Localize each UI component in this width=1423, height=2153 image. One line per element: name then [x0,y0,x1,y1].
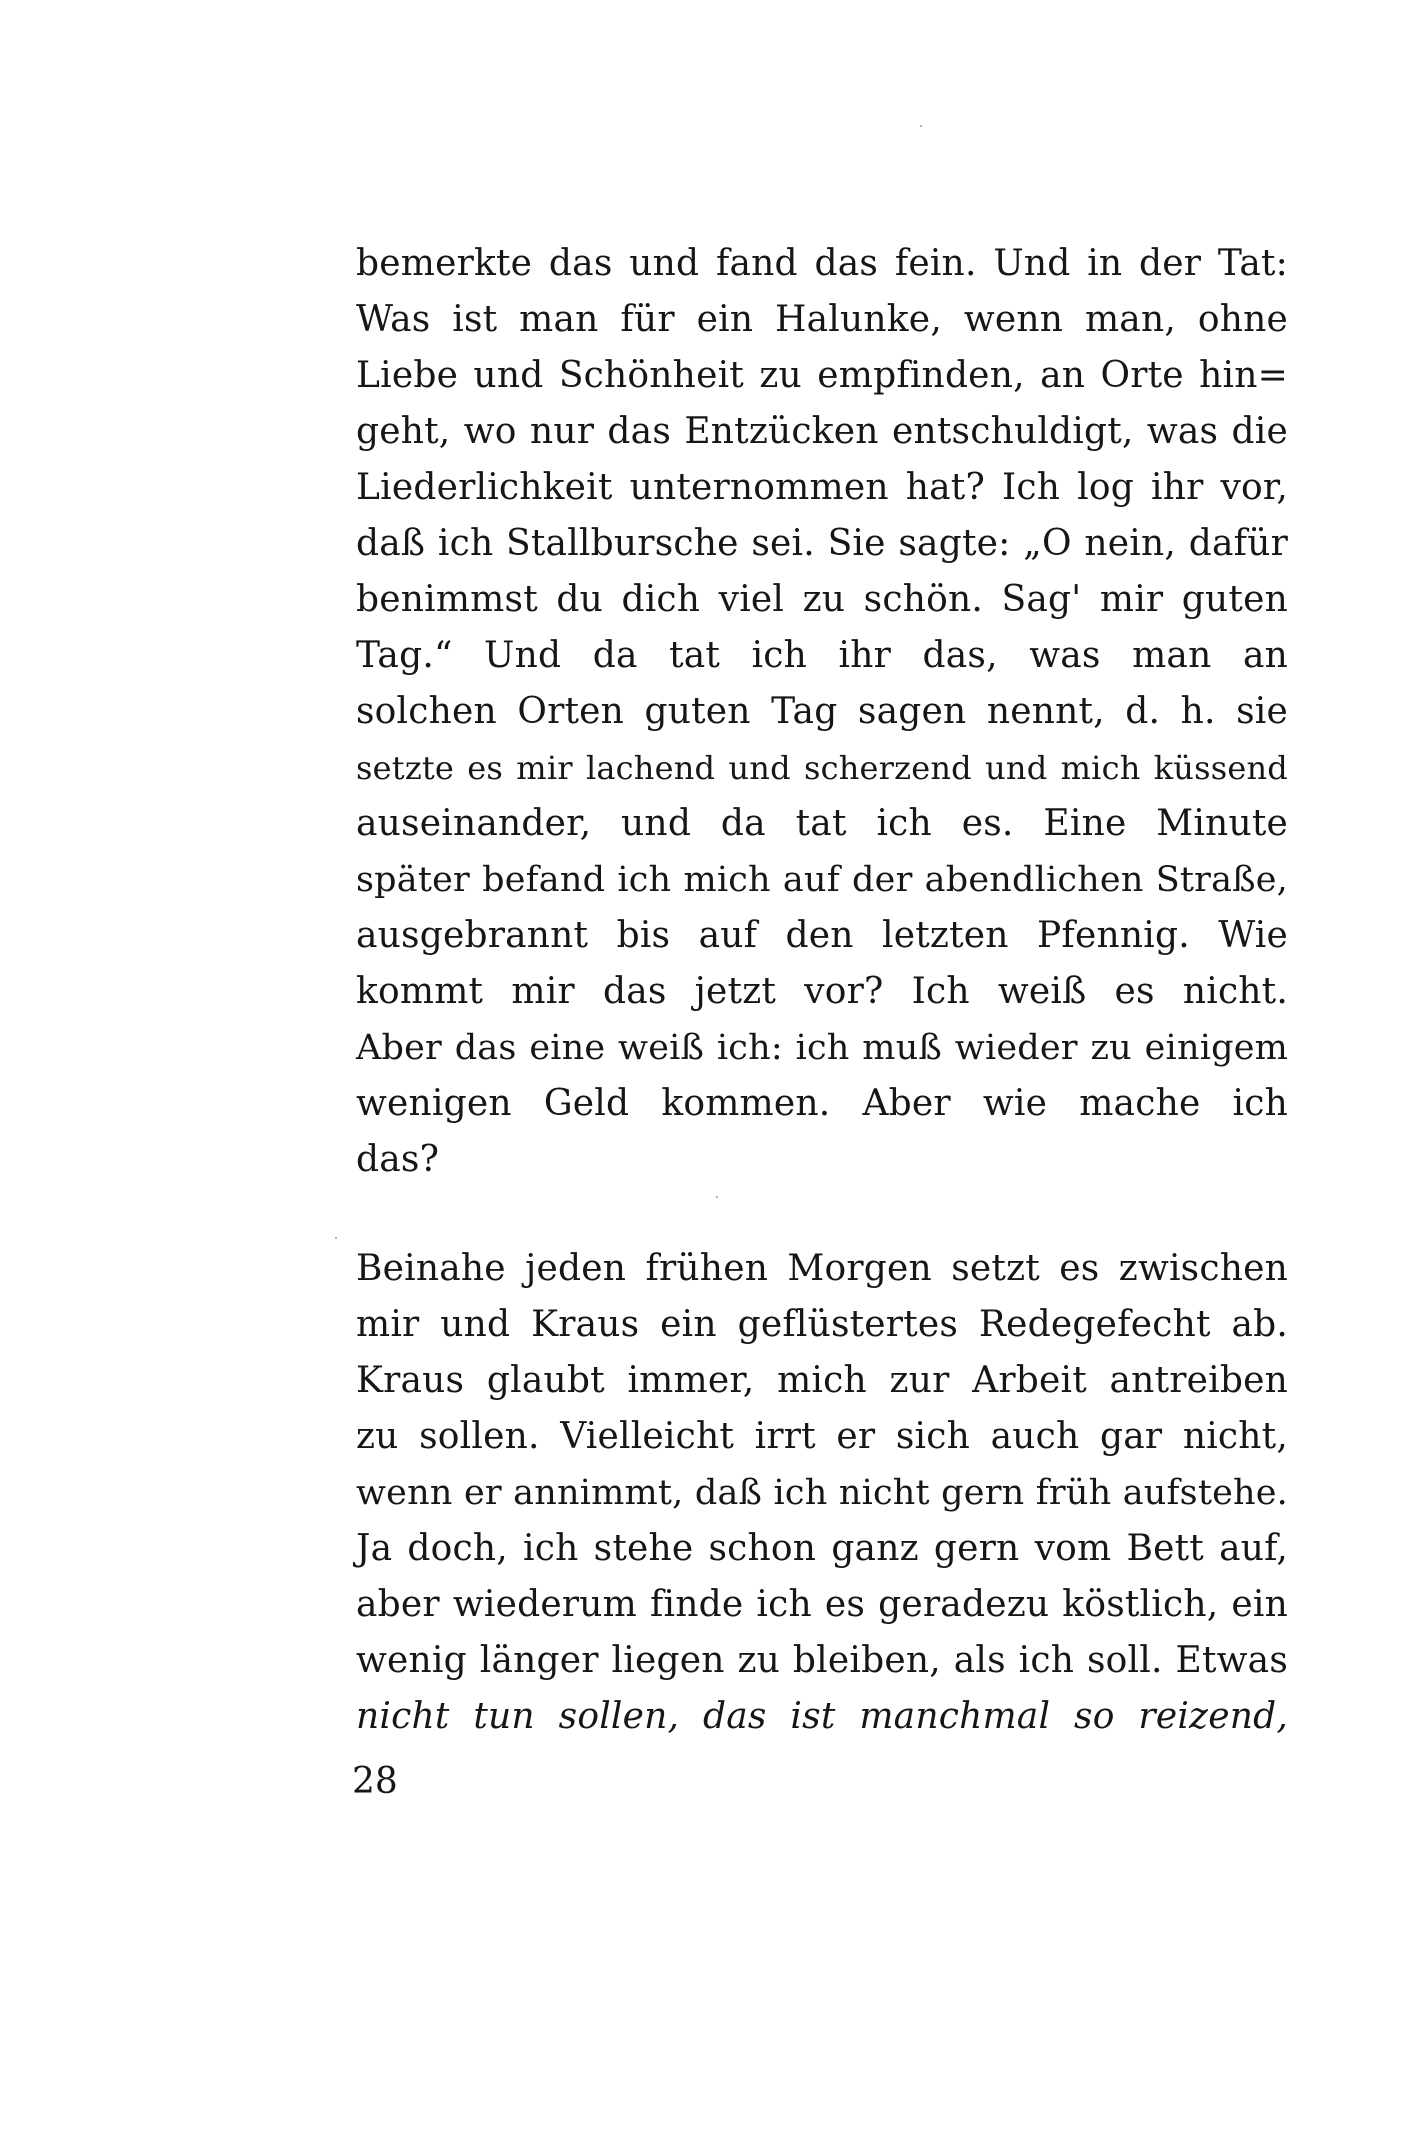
text-line: ausgebrannt bis auf den letzten Pfennig. Wie [356,915,1288,956]
text-line: wenigen Geld kommen. Aber wie mache ich [356,1083,1288,1124]
text-line: auseinander, und da tat ich es. Eine Minute [356,803,1288,844]
text-line: bemerkte das und fand das fein. Und in der Tat: [356,243,1288,284]
text-line: das? [356,1139,440,1180]
paragraph-1 [356,236,1288,1188]
paragraph-2 [356,1241,1288,1745]
text-line: nicht tun sollen, das ist manchmal so reizend, [356,1696,1288,1737]
text-line: kommt mir das jetzt vor? Ich weiß es nicht. [356,971,1288,1012]
paper-speck [920,125,922,127]
text-line: Liebe und Schönheit zu empfinden, an Orte hin= [356,355,1288,396]
text-line: Was ist man für ein Halunke, wenn man, ohne [356,299,1288,340]
text-line: setzte es mir lachend und scherzend und mich küssend [356,749,1288,787]
text-line: wenn er annimmt, daß ich nicht gern früh aufstehe. [356,1473,1288,1513]
text-line: aber wiederum finde ich es geradezu köstlich, ein [356,1584,1288,1625]
text-line: benimmst du dich viel zu schön. Sag' mir guten [356,579,1288,620]
text-line: zu sollen. Vielleicht irrt er sich auch gar nicht, [356,1416,1288,1457]
text-line: Kraus glaubt immer, mich zur Arbeit antreiben [356,1360,1288,1401]
text-line: mir und Kraus ein geflüstertes Redegefecht ab. [356,1304,1288,1345]
text-line: später befand ich mich auf der abendlichen Straße, [356,860,1288,900]
paper-speck [335,1237,337,1239]
text-line: geht, wo nur das Entzücken entschuldigt, was die [356,411,1288,452]
text-line: Beinahe jeden frühen Morgen setzt es zwischen [356,1248,1288,1289]
text-line: daß ich Stallbursche sei. Sie sagte: „O nein, dafür [356,523,1288,564]
text-line: Ja doch, ich stehe schon ganz gern vom Bett auf, [356,1528,1288,1569]
text-line: solchen Orten guten Tag sagen nennt, d. h. sie [356,691,1288,732]
text-line: Aber das eine weiß ich: ich muß wieder zu einigem [356,1028,1288,1068]
paper-speck [716,1196,718,1198]
text-line: Tag.“ Und da tat ich ihr das, was man an [356,635,1288,676]
text-line: Liederlichkeit unternommen hat? Ich log ihr vor, [356,467,1288,508]
page-number: 28 [352,1761,398,1802]
text-line: wenig länger liegen zu bleiben, als ich soll. Etwas [356,1640,1288,1681]
